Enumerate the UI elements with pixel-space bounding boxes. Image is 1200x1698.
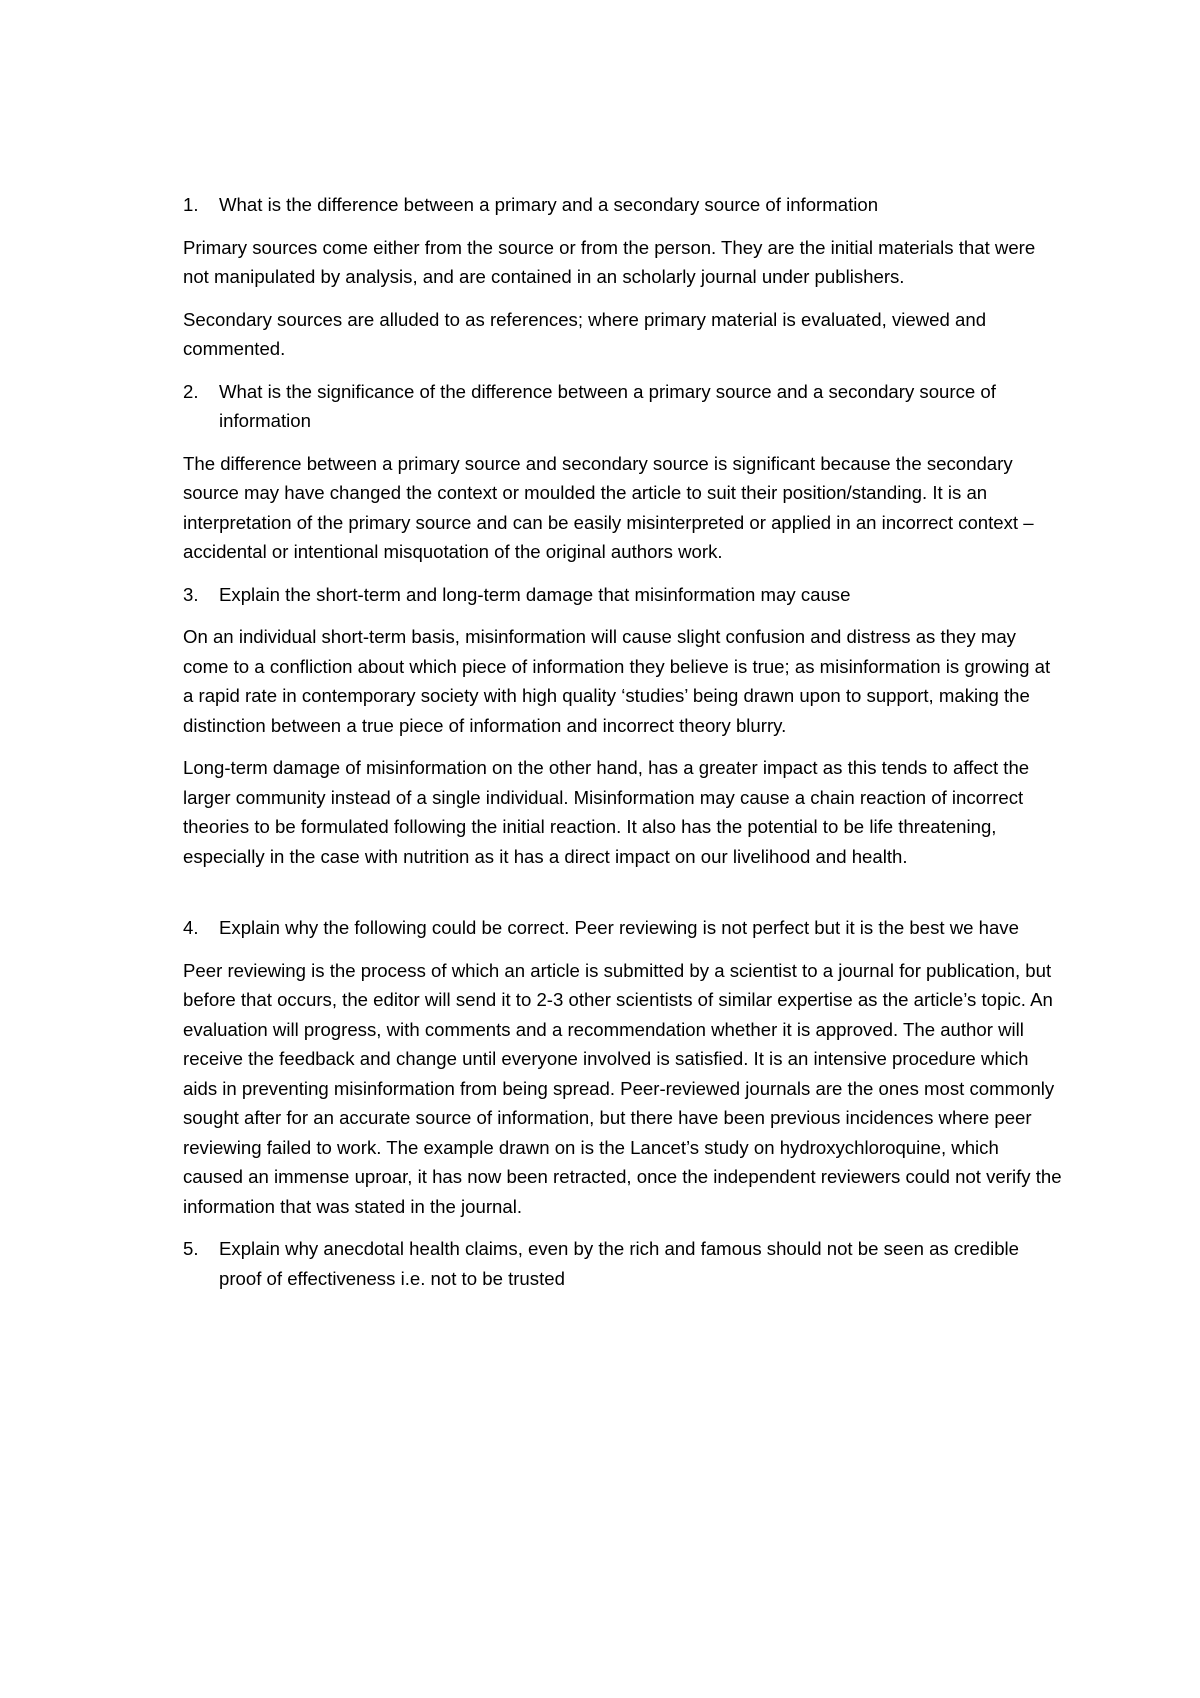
- answer-paragraph: Primary sources come either from the source or from the person. They are the initial materials that were not manipulated by analysis, and are contained in an scholarly journal under publishers.: [183, 236, 1036, 287]
- document-body: [183, 190, 1063, 1306]
- question-number: 4.: [183, 917, 199, 938]
- blank-line: [183, 884, 1063, 913]
- answer-paragraph: Long-term damage of misinformation on the other hand, has a greater impact as this tends to affect the larger community instead of a single individual. Misinformation may cause a chain reaction of incorrect theories to be formulated following the initial reaction. It also has the potential to be life threatening, especially in the case with nutrition as it has a direct impact on our livelihood and health.: [183, 757, 1030, 867]
- question-text: Explain why anecdotal health claims, even by the rich and famous should not be seen as credible proof of effectiveness i.e. not to be trusted: [219, 1238, 1020, 1289]
- question-2: [183, 377, 1063, 436]
- answer-paragraph: The difference between a primary source and secondary source is significant because the secondary source may have changed the context or moulded the article to suit their position/standing. It is an interpretation of the primary source and can be easily misinterpreted or applied in an incorrect context – accidental or intentional misquotation of the original authors work.: [183, 452, 1034, 562]
- question-text: Explain why the following could be correct. Peer reviewing is not perfect but it is the best we have: [219, 917, 1019, 938]
- answer-paragraph: Peer reviewing is the process of which an article is submitted by a scientist to a journal for publication, but before that occurs, the editor will send it to 2-3 other scientists of similar expertise as the article’s topic. An evaluation will progress, with comments and a recommendation whether it is approved. The author will receive the feedback and change until everyone involved is satisfied. It is an intensive procedure which aids in preventing misinformation from being spread. Peer-reviewed journals are the ones most commonly sought after for an accurate source of information, but there have been previous incidences where peer reviewing failed to work. The example drawn on is the Lancet’s study on hydroxychloroquine, which caused an immense uproar, it has now been retracted, once the independent reviewers could not verify the information that was stated in the journal.: [183, 959, 1062, 1217]
- question-5: [183, 1234, 1063, 1293]
- question-4: [183, 913, 1063, 943]
- question-1: [183, 190, 1063, 220]
- answer-paragraph: On an individual short-term basis, misinformation will cause slight confusion and distress as they may come to a confliction about which piece of information they believe is true; as misinformation is growing at a rapid rate in contemporary society with high quality ‘studies’ being drawn upon to support, making the distinction between a true piece of information and incorrect theory blurry.: [183, 626, 1051, 736]
- answer-paragraph: Secondary sources are alluded to as references; where primary material is evaluated, viewed and commented.: [183, 308, 987, 359]
- question-number: 5.: [183, 1238, 199, 1259]
- question-text: What is the significance of the difference between a primary source and a secondary source of information: [219, 380, 996, 431]
- question-number: 3.: [183, 583, 199, 605]
- question-number: 2.: [183, 380, 199, 402]
- question-number: 1.: [183, 194, 199, 215]
- question-text: Explain the short-term and long-term damage that misinformation may cause: [219, 583, 851, 605]
- question-text: What is the difference between a primary and a secondary source of information: [219, 194, 879, 215]
- question-3: [183, 580, 1063, 610]
